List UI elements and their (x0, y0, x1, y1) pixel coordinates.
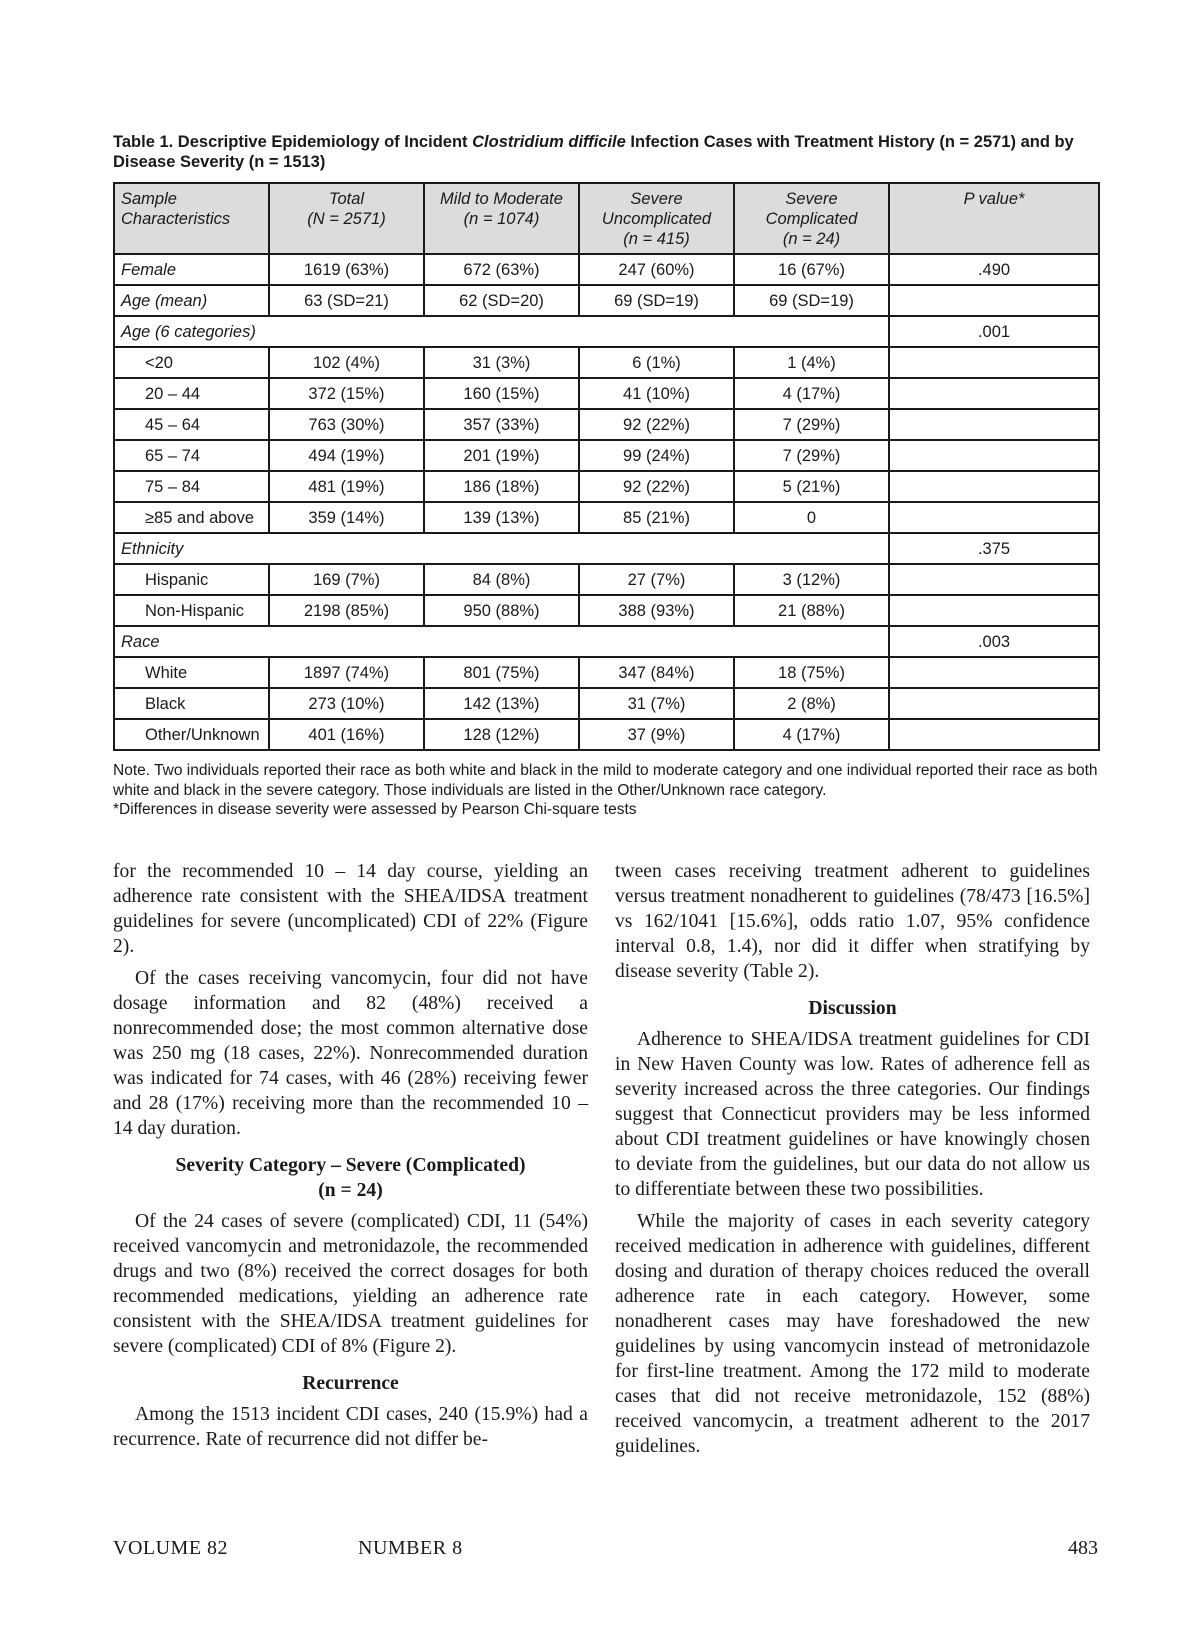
table-row (114, 564, 1099, 595)
cell-mild: 160 (15%) (424, 378, 579, 409)
row-label: Age (mean) (114, 285, 269, 316)
cell-severe-complicated: 7 (29%) (734, 409, 889, 440)
cell-mild: 672 (63%) (424, 254, 579, 285)
cell-p-value (889, 688, 1099, 719)
cell-p-value (889, 409, 1099, 440)
cell-mild: 950 (88%) (424, 595, 579, 626)
cell-severe-uncomplicated: 27 (7%) (579, 564, 734, 595)
section-label: Ethnicity (114, 533, 889, 564)
cell-p-value: .003 (889, 626, 1099, 657)
row-label: 65 – 74 (114, 440, 269, 471)
table-row (114, 347, 1099, 378)
table-note (113, 761, 1103, 820)
paragraph: Adherence to SHEA/IDSA treatment guidelines for CDI in New Haven County was low. Rates of adherence fell as severity increased across the three categories. Our findings suggest that Connecticut providers may be less informed about CDI treatment guidelines or have knowingly chosen to deviate from the guidelines, but our data do not allow us to differentiate between these two possibilities. (615, 1029, 1090, 1200)
cell-total: 102 (4%) (269, 347, 424, 378)
cell-mild: 142 (13%) (424, 688, 579, 719)
cell-total: 1897 (74%) (269, 657, 424, 688)
row-label: Non-Hispanic (114, 595, 269, 626)
row-label: 20 – 44 (114, 378, 269, 409)
table-row (114, 409, 1099, 440)
cell-severe-uncomplicated: 85 (21%) (579, 502, 734, 533)
cell-total: 494 (19%) (269, 440, 424, 471)
cell-mild: 801 (75%) (424, 657, 579, 688)
cell-p-value: .001 (889, 316, 1099, 347)
body-column-left (113, 859, 588, 1452)
header-p-value: P value* (889, 183, 1099, 254)
cell-severe-complicated: 16 (67%) (734, 254, 889, 285)
header-severe-uncomplicated: Severe Uncomplicated (n = 415) (579, 183, 734, 254)
table-row (114, 471, 1099, 502)
table-note-race: Note. Two individuals reported their race as both white and black in the mild to moderate category and one individual reported their race as both white and black in the severe category. Those individuals are listed in the Other/Unknown race category. (113, 762, 1098, 799)
cell-severe-uncomplicated: 247 (60%) (579, 254, 734, 285)
cell-severe-uncomplicated: 6 (1%) (579, 347, 734, 378)
row-label: 45 – 64 (114, 409, 269, 440)
header-total: Total (N = 2571) (269, 183, 424, 254)
cell-p-value (889, 564, 1099, 595)
cell-severe-complicated: 7 (29%) (734, 440, 889, 471)
table-row (114, 378, 1099, 409)
header-sample-characteristics: Sample Characteristics (114, 183, 269, 254)
section-heading-severe-complicated: Severity Category – Severe (Complicated) (n = 24) (175, 1155, 526, 1201)
cell-severe-complicated: 4 (17%) (734, 378, 889, 409)
cell-severe-uncomplicated: 92 (22%) (579, 471, 734, 502)
table-row (114, 688, 1099, 719)
cell-severe-complicated: 3 (12%) (734, 564, 889, 595)
header-severe-complicated: Severe Complicated (n = 24) (734, 183, 889, 254)
cell-mild: 128 (12%) (424, 719, 579, 750)
cell-p-value (889, 285, 1099, 316)
cell-p-value (889, 471, 1099, 502)
cell-severe-complicated: 0 (734, 502, 889, 533)
paragraph: Among the 1513 incident CDI cases, 240 (15.9%) had a recurrence. Rate of recurrence did not differ be- (113, 1404, 588, 1450)
header-mild-moderate: Mild to Moderate (n = 1074) (424, 183, 579, 254)
row-label: Black (114, 688, 269, 719)
cell-severe-complicated: 1 (4%) (734, 347, 889, 378)
cell-severe-complicated: 2 (8%) (734, 688, 889, 719)
cell-severe-uncomplicated: 92 (22%) (579, 409, 734, 440)
journal-volume: VOLUME 82 (113, 1537, 229, 1559)
table-section-row (114, 626, 1099, 657)
cell-mild: 62 (SD=20) (424, 285, 579, 316)
page-number: 483 (1068, 1537, 1098, 1559)
cell-p-value: .490 (889, 254, 1099, 285)
cell-severe-complicated: 5 (21%) (734, 471, 889, 502)
cell-p-value (889, 502, 1099, 533)
row-label: <20 (114, 347, 269, 378)
journal-number: NUMBER 8 (358, 1537, 463, 1559)
paragraph: Of the cases receiving vancomycin, four did not have dosage information and 82 (48%) received a nonrecommended dose; the most common alternative dose was 250 mg (18 cases, 22%). Nonrecommended duration was indicated for 74 cases, with 46 (28%) receiving fewer and 28 (17%) receiving more than the recommended 10 – 14 day duration. (113, 968, 588, 1139)
cell-mild: 31 (3%) (424, 347, 579, 378)
cell-total: 63 (SD=21) (269, 285, 424, 316)
table-row (114, 595, 1099, 626)
row-label: White (114, 657, 269, 688)
cell-total: 372 (15%) (269, 378, 424, 409)
row-label: ≥85 and above (114, 502, 269, 533)
section-heading-discussion: Discussion (808, 998, 897, 1019)
cell-p-value (889, 347, 1099, 378)
cell-total: 481 (19%) (269, 471, 424, 502)
table-section-row (114, 533, 1099, 564)
cell-total: 2198 (85%) (269, 595, 424, 626)
body-column-right (615, 859, 1090, 1459)
section-label: Race (114, 626, 889, 657)
cell-severe-uncomplicated: 347 (84%) (579, 657, 734, 688)
cell-mild: 84 (8%) (424, 564, 579, 595)
cell-total: 401 (16%) (269, 719, 424, 750)
cell-severe-uncomplicated: 69 (SD=19) (579, 285, 734, 316)
cell-severe-uncomplicated: 41 (10%) (579, 378, 734, 409)
cell-mild: 186 (18%) (424, 471, 579, 502)
table-row (114, 440, 1099, 471)
paragraph: tween cases receiving treatment adherent to guidelines versus treatment nonadherent to guidelines (78/473 [16.5%] vs 162/1041 [15.6%], odds ratio 1.07, 95% confidence interval 0.8, 1.4), nor did it differ when stratifying by disease severity (Table 2). (615, 861, 1090, 982)
cell-severe-uncomplicated: 31 (7%) (579, 688, 734, 719)
table-row (114, 254, 1099, 285)
cell-severe-uncomplicated: 37 (9%) (579, 719, 734, 750)
cell-p-value (889, 719, 1099, 750)
cell-severe-complicated: 21 (88%) (734, 595, 889, 626)
table-row (114, 657, 1099, 688)
section-label: Age (6 categories) (114, 316, 889, 347)
cell-severe-uncomplicated: 99 (24%) (579, 440, 734, 471)
row-label: Hispanic (114, 564, 269, 595)
cell-severe-complicated: 69 (SD=19) (734, 285, 889, 316)
row-label: Female (114, 254, 269, 285)
cell-mild: 357 (33%) (424, 409, 579, 440)
cell-severe-complicated: 4 (17%) (734, 719, 889, 750)
row-label: Other/Unknown (114, 719, 269, 750)
table-section-row (114, 316, 1099, 347)
cell-total: 169 (7%) (269, 564, 424, 595)
epidemiology-table (113, 182, 1100, 751)
cell-total: 763 (30%) (269, 409, 424, 440)
table-row (114, 502, 1099, 533)
cell-mild: 201 (19%) (424, 440, 579, 471)
paragraph: for the recommended 10 – 14 day course, yielding an adherence rate consistent with the SHEA/IDSA treatment guidelines for severe (uncomplicated) CDI of 22% (Figure 2). (113, 861, 588, 957)
cell-p-value (889, 657, 1099, 688)
section-heading-recurrence: Recurrence (302, 1373, 399, 1394)
table-header-row (114, 183, 1099, 254)
cell-mild: 139 (13%) (424, 502, 579, 533)
cell-p-value (889, 440, 1099, 471)
paragraph: Of the 24 cases of severe (complicated) CDI, 11 (54%) received vancomycin and metronidazole, the recommended drugs and two (8%) received the correct dosages for both recommended medications, yielding an adherence rate consistent with the SHEA/IDSA treatment guidelines for severe (complicated) CDI of 8% (Figure 2). (113, 1211, 588, 1357)
cell-p-value (889, 378, 1099, 409)
table-row (114, 719, 1099, 750)
cell-p-value: .375 (889, 533, 1099, 564)
table-note-chi-square: *Differences in disease severity were assessed by Pearson Chi-square tests (113, 801, 637, 818)
cell-total: 273 (10%) (269, 688, 424, 719)
cell-total: 359 (14%) (269, 502, 424, 533)
row-label: 75 – 84 (114, 471, 269, 502)
cell-severe-uncomplicated: 388 (93%) (579, 595, 734, 626)
table-row (114, 285, 1099, 316)
table-title: Table 1. Descriptive Epidemiology of Incident Clostridium difficile Infection Cases with Treatment History (n = 2571) and by Disease Severity (n = 1513) (113, 133, 1074, 171)
cell-total: 1619 (63%) (269, 254, 424, 285)
cell-severe-complicated: 18 (75%) (734, 657, 889, 688)
paragraph: While the majority of cases in each severity category received medication in adherence with guidelines, different dosing and duration of therapy choices reduced the overall adherence rate in each category. However, some nonadherent cases may have foreshadowed the new guidelines by using vancomycin instead of metronidazole for first-line treatment. Among the 172 mild to moderate cases that did not receive metronidazole, 152 (88%) received vancomycin, a treatment adherent to the 2017 guidelines. (615, 1211, 1090, 1457)
cell-p-value (889, 595, 1099, 626)
